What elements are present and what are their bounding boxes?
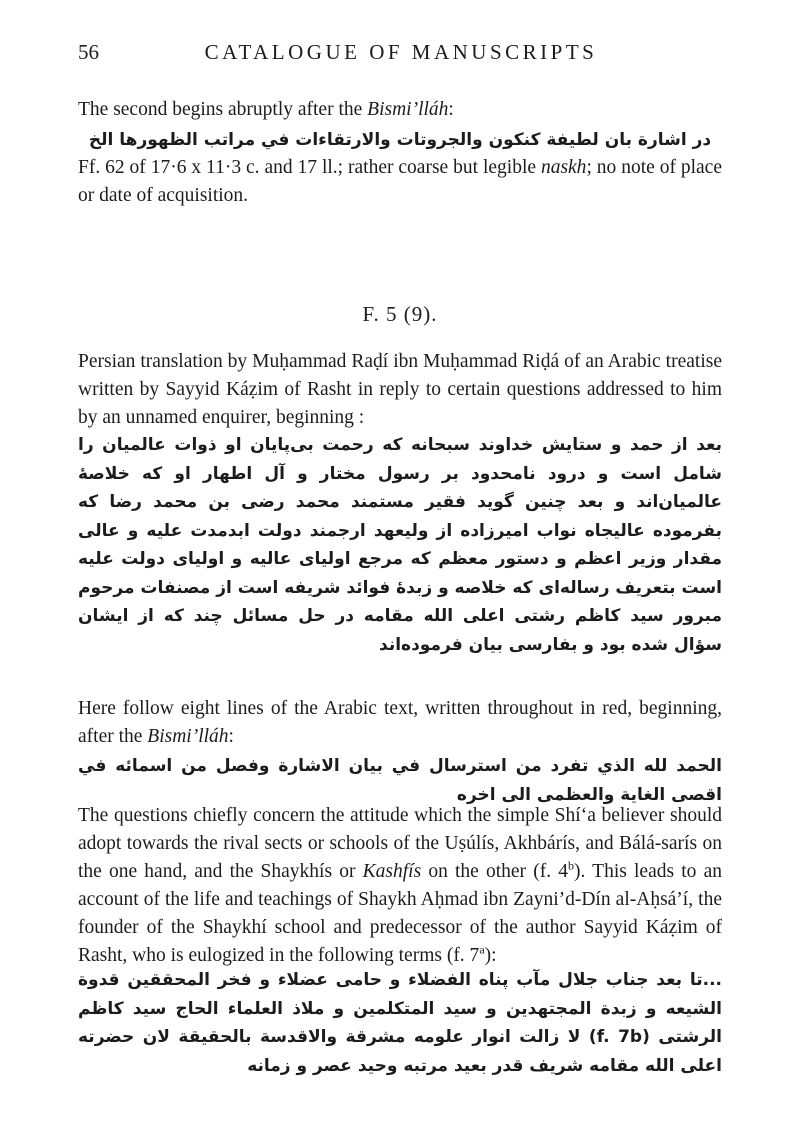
arabic-quote-1: در اشارة بان لطيفة كنكون والجروتات والارتقاءات في مراتب الظهورها الخ <box>88 130 712 150</box>
naskh-term: naskh <box>540 157 587 178</box>
paragraph-persian-translation: Persian translation by Muḥammad Raḍí ibn Muḥammad Riḍá of an Arabic treatise written by Sayyid Káẓim of Rasht in reply to certain questions addressed to him by an unnamed enquirer, beginning : <box>78 351 722 428</box>
catalogue-item-number: F. 5 (9). <box>362 302 438 326</box>
paragraph-folio-description: Ff. 62 of 17·6 x 11·3 c. and 17 ll.; rather coarse but legible naskh; no note of place or date of acquisition. <box>78 157 722 206</box>
running-head: CATALOGUE OF MANUSCRIPTS <box>204 40 598 64</box>
page-number: 56 <box>78 40 99 64</box>
arabic-quote-2: بعد از حمد و ستایش خداوند سبحانه که رحمت بی‌پایان او ذوات عالمیان را شامل است و درود نامحدود بر رسول مختار و آل اطهار او که خلاصهٔ عالمیان‌اند و بعد چنین گوید فقیر مستمند محمد رضی بن محمد رضا که بفرموده عالیجاه نواب امیرزاده از ولیعهد ارجمند دولت ابدمدت علیه و عالی مقدار وزیر اعظم و دستور معظم که مرجع اولیای عالیه و اولیای دولت علیه است بتعریف رساله‌ای که خلاصه و زبدهٔ فوائد شریفه است از مصنفات مرحوم مبرور سید کاظم رشتی اعلی الله مقامه در حل مسائل چند که از ایشان سؤال شده بود و بفارسی بیان فرموده‌اند <box>78 435 722 655</box>
page-header <box>78 40 724 70</box>
paragraph-second-begins: The second begins abruptly after the Bismi’lláh: <box>78 99 454 120</box>
arabic-quote-3: الحمد لله الذي تفرد من استرسال في بيان الاشارة وفصل من اسمائه في اقصى الغاية والعظمى الى اخره <box>78 756 722 805</box>
paragraph-eight-lines: Here follow eight lines of the Arabic text, written throughout in red, beginning, after the Bismi’lláh: <box>78 698 722 747</box>
bismillah-term-2: Bismi’lláh <box>147 726 229 747</box>
paragraph-questions: The questions chiefly concern the attitude which the simple Shí‘a believer should adopt towards the rival sects or schools of the Uṣúlís, Akhbárís, and Bálá-sarís on the one hand, and the Shaykhís or Kashfís on the other (f. 4$^b$). This leads to an account of the life and teachings of Shaykh Aḥmad ibn Zayni’d-Dín al-Aḥsá’í, the founder of the Shaykhí school and predecessor of the author Sayyid Káẓim of Rasht, who is eulogized in the following terms (f. 7$^a$): <box>78 805 722 966</box>
kashfis-term: Kashfís <box>362 861 422 882</box>
arabic-quote-4: ...تا بعد جناب جلال مآب پناه الفضلاء و حامی عضلاء و فخر المحققین قدوة الشیعه و زبدة المجتهدین و سید المتکلمین و ملاذ العلماء الحاج سید کاظم الرشتی (f. 7b) لا زالت انوار علومه مشرقة والاقدسة بالحقیقة لان حضرته اعلی الله مقامه شریف قدر بعید مرتبه وحید عصر و زمانه <box>78 970 722 1076</box>
bismillah-term: Bismi’lláh <box>367 99 449 120</box>
